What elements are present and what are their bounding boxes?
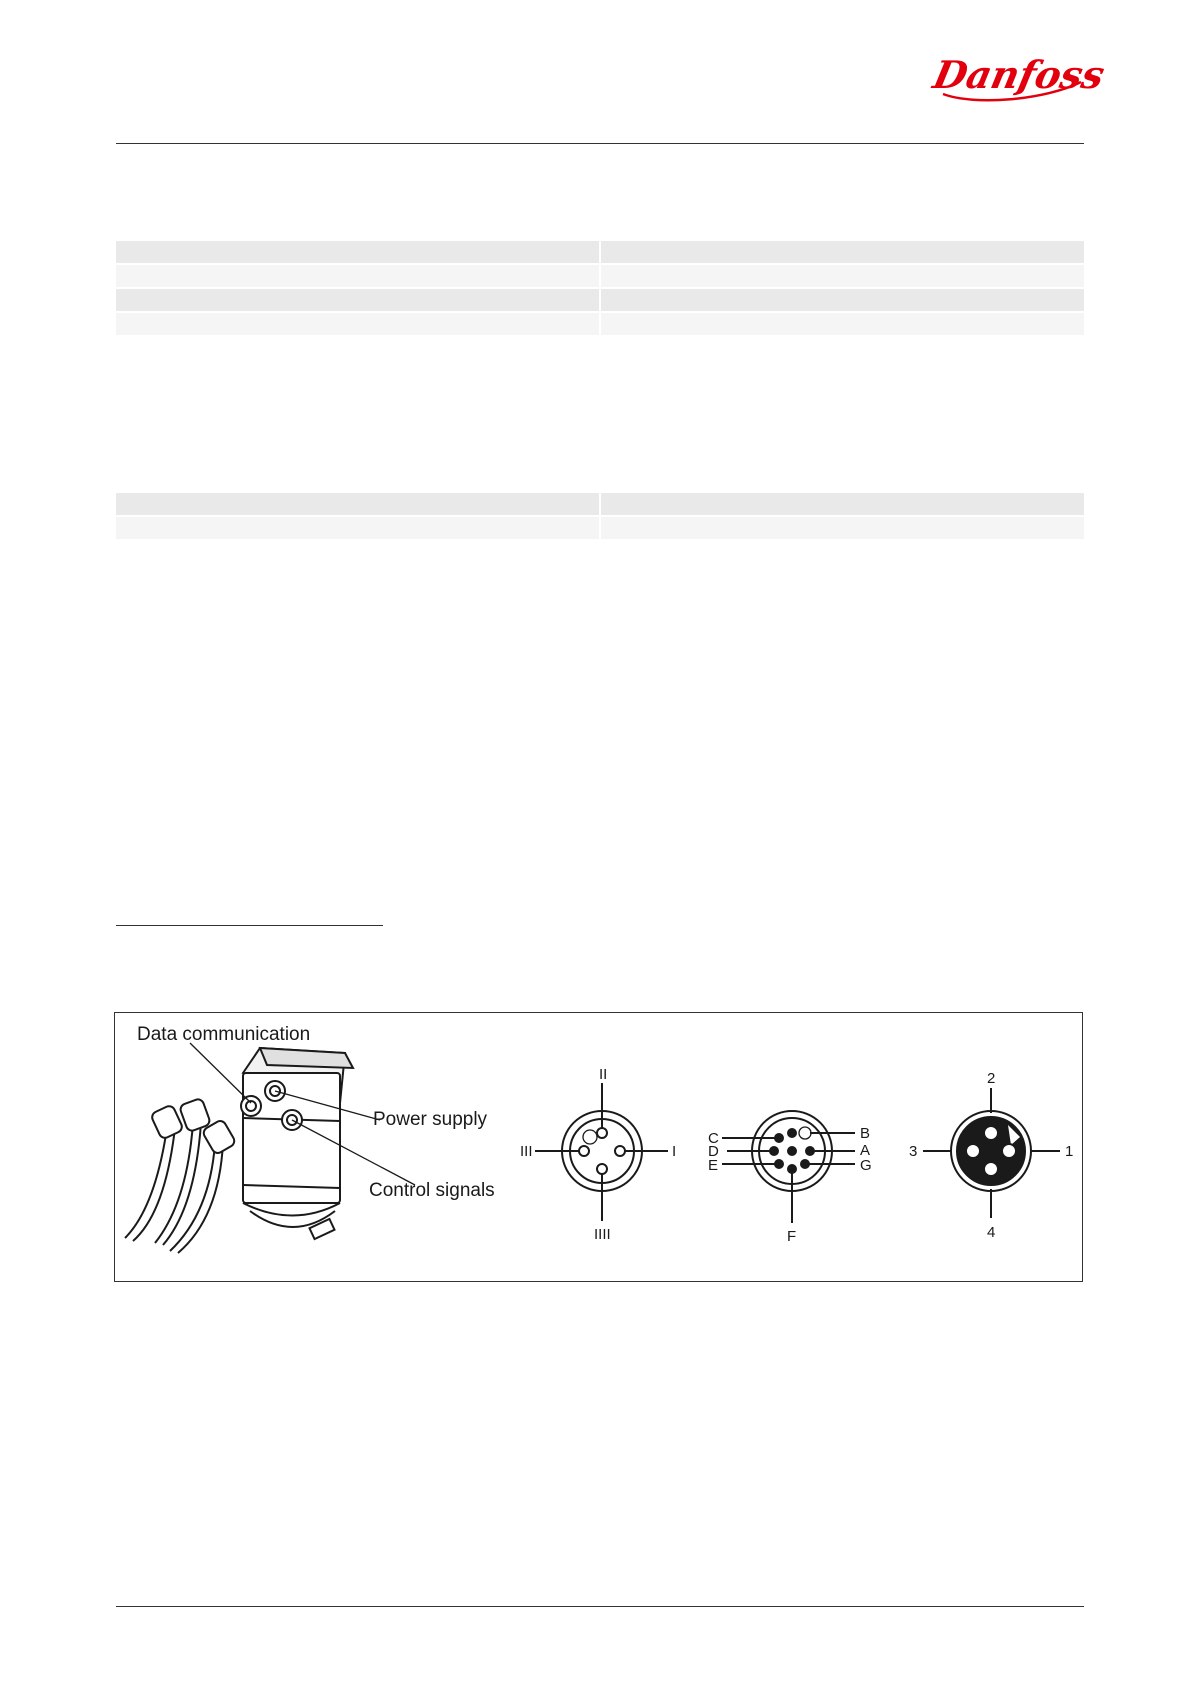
pin-label: A [860,1142,871,1159]
table-row [116,517,1084,539]
label-power-supply: Power supply [373,1109,488,1130]
connector-illustration [115,1013,1084,1283]
table-cell [116,265,599,287]
pin-label: D [708,1143,719,1160]
label-data-communication: Data communication [137,1024,311,1045]
pin-label: G [860,1157,872,1174]
table-cell [601,241,1084,263]
connector-c-diagram [923,1088,1060,1218]
spec-table-1 [116,241,1084,337]
table-row [116,289,1084,311]
pin-label: B [860,1125,871,1142]
table-cell [116,289,599,311]
table-cell [116,241,599,263]
connector-b-diagram [722,1111,855,1223]
pin-label: III [520,1143,533,1160]
spec-table-2 [116,493,1084,541]
cable-drawings [125,1098,236,1253]
table-row [116,241,1084,263]
label-control-signals: Control signals [369,1180,495,1201]
table-cell [601,313,1084,335]
footnote-rule [116,925,383,926]
pin-label: 4 [987,1224,996,1241]
table-cell [601,517,1084,539]
pin-label: I [672,1143,677,1160]
pin-label: 2 [987,1070,996,1087]
table-row [116,493,1084,515]
table-cell [116,313,599,335]
pin-label: C [708,1130,719,1147]
pin-label: II [599,1066,608,1083]
table-cell [601,289,1084,311]
pin-label: F [787,1228,797,1245]
table-cell [601,493,1084,515]
connector-figure [114,1012,1083,1282]
pin-label: IIII [594,1226,611,1243]
connector-a-diagram [535,1083,668,1221]
table-cell [116,493,599,515]
danfoss-logo [929,52,1109,110]
pin-label: 1 [1065,1143,1074,1160]
pin-label: 3 [909,1143,918,1160]
table-row [116,265,1084,287]
table-cell [116,517,599,539]
header-rule [116,143,1084,144]
pin-label: E [708,1157,719,1174]
table-row [116,313,1084,335]
table-cell [601,265,1084,287]
svg-text:Danfoss: Danfoss [929,53,1109,98]
footer-rule [116,1606,1084,1607]
